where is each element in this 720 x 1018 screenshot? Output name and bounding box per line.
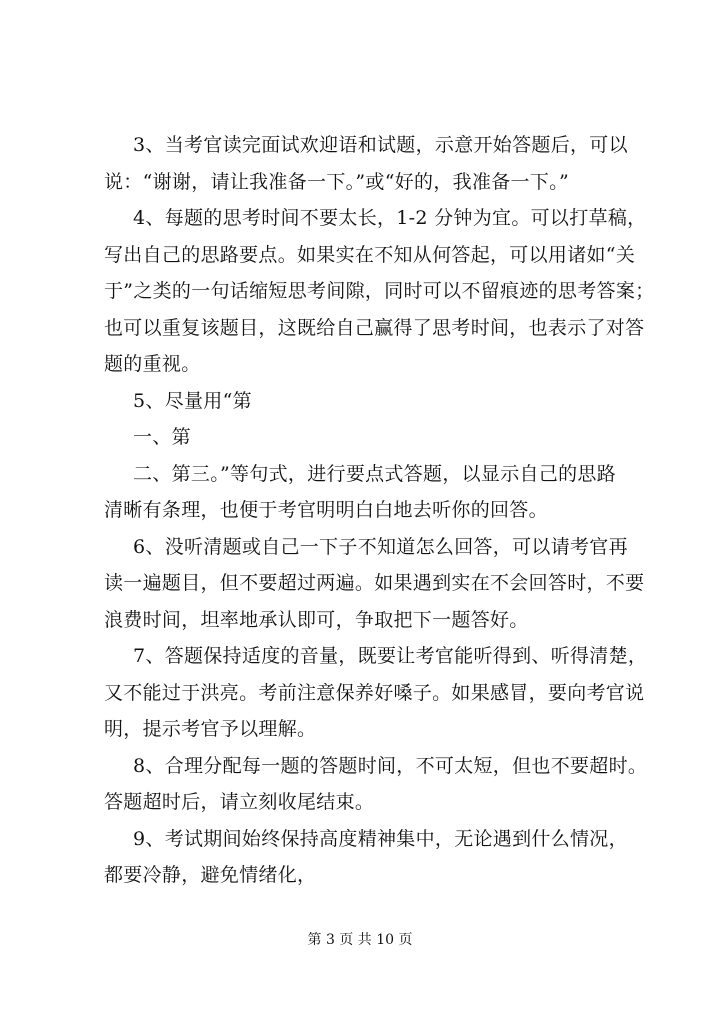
text-line: 6、没听清题或自己一下子不知道怎么回答，可以请考官再 — [133, 535, 628, 558]
text-line: 又不能过于洪亮。考前注意保养好嗓子。如果感冒，要向考官说 — [104, 681, 645, 704]
text-line: 写出自己的思路要点。如果实在不知从何答起，可以用诸如“关 — [104, 243, 636, 266]
text-line: 浪费时间，坦率地承认即可，争取把下一题答好。 — [104, 608, 529, 631]
text-line: 明，提示考官予以理解。 — [104, 718, 317, 740]
text-line: 都要冷静，避免情绪化， — [104, 864, 317, 886]
text-line: 9、考试期间始终保持高度精神集中，无论遇到什么情况， — [133, 827, 628, 850]
text-line: 5、尽量用“第 — [133, 389, 252, 412]
text-line: 二、第三。”等句式，进行要点式答题，以显示自己的思路 — [133, 462, 617, 485]
text-line: 答题超时后，请立刻收尾结束。 — [104, 791, 375, 813]
text-line: 8、合理分配每一题的答题时间，不可太短，但也不要超时。 — [133, 754, 648, 777]
text-line: 于”之类的一句话缩短思考间隙，同时可以不留痕迹的思考答案； — [104, 280, 655, 302]
text-line: 3、当考官读完面试欢迎语和试题，示意开始答题后，可以 — [133, 134, 628, 156]
text-line: 一、第 — [133, 426, 191, 448]
text-line: 说：“谢谢，请让我准备一下。”或“好的，我准备一下。” — [104, 170, 569, 193]
text-line: 清晰有条理，也便于考官明明白白地去听你的回答。 — [104, 499, 548, 521]
document-body — [104, 127, 655, 894]
text-line: 7、答题保持适度的音量，既要让考官能听得到、听得清楚， — [133, 645, 648, 667]
text-line: 读一遍题目，但不要超过两遍。如果遇到实在不会回答时，不要 — [104, 572, 645, 594]
text-line: 4、每题的思考时间不要太长，1-2 分钟为宜。可以打草稿， — [133, 207, 647, 229]
page-footer: 第 3 页 共 10 页 — [307, 932, 413, 948]
text-line: 题的重视。 — [104, 353, 201, 375]
text-line: 也可以重复该题目，这既给自己赢得了思考时间，也表示了对答 — [104, 316, 645, 339]
